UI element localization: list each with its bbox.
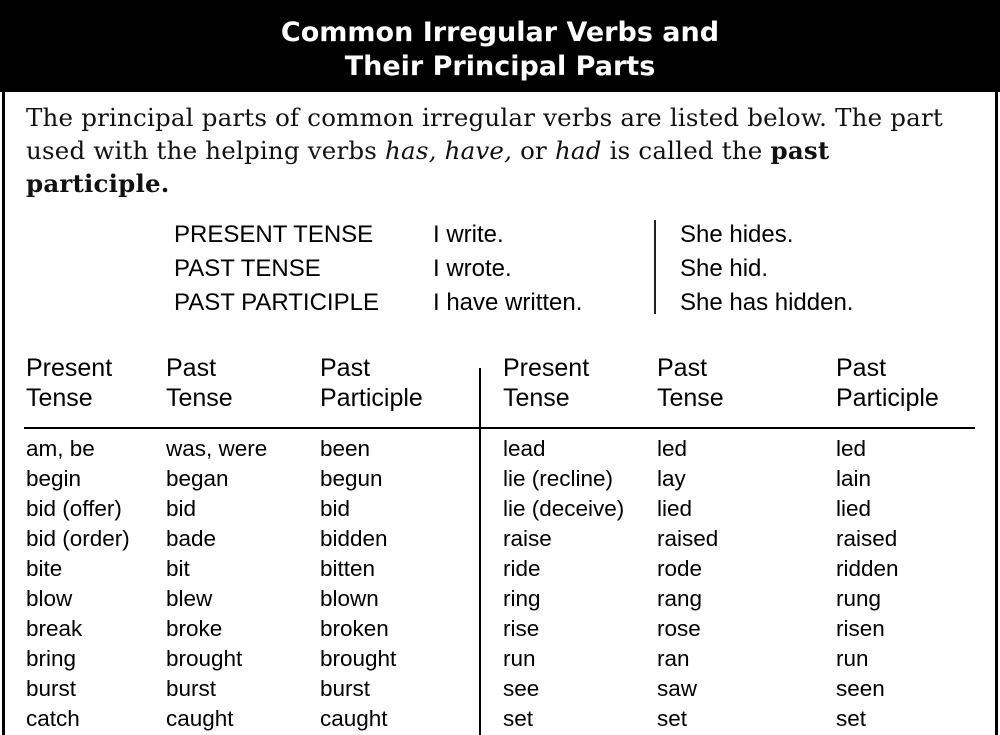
example-hide: She hides. [680,221,794,248]
example-write: I have written. [433,289,583,316]
intro-had: had [554,136,602,165]
table-cell: raised [836,526,898,551]
table-cell: raise [503,526,552,551]
column-header-line: Present [26,354,113,382]
intro-have: have, [444,136,513,165]
table-cell: lay [657,466,686,491]
column-header-line: Tense [503,384,570,412]
table-cell: ran [657,646,690,671]
table-cell: lie (recline) [503,466,614,491]
column-header-line: Past [166,354,217,382]
table-cell: ridden [836,556,899,581]
column-header-line: Past [320,354,371,382]
table-cell: led [836,436,867,461]
table-cell: bade [166,526,217,551]
intro-text-1: The principal parts of common irregular verbs are listed below. The part used with the helping verbs [26,103,943,165]
table-cell: burst [166,676,217,701]
table-cell: bring [26,646,77,671]
table-cell: lied [836,496,872,521]
column-header [503,353,589,413]
table-cell: begun [320,466,383,491]
column-header [320,353,423,413]
table-cell: lain [836,466,872,491]
table-cell: burst [26,676,77,701]
example-hide: She hid. [680,255,769,282]
table-cell: saw [657,676,698,701]
table-cell: was, were [166,436,268,461]
table-cell: rise [503,616,540,641]
table-cell: rose [657,616,701,641]
table-cell: been [320,436,371,461]
title-line-1: Common Irregular Verbs and [280,17,720,48]
table-cell: break [26,616,83,641]
table-cell: risen [836,616,885,641]
column-header-line: Past [657,354,708,382]
column-header-line: Past [836,354,887,382]
column-header [166,353,233,413]
column-header-line: Participle [320,384,423,412]
table-cell: bid (offer) [26,496,122,521]
table-cell: ring [503,586,541,611]
table-cell: brought [320,646,397,671]
table-cell: lie (deceive) [503,496,625,521]
example-divider [654,220,656,314]
intro-or: or [512,136,555,165]
column-header [836,353,939,413]
table-cell: bit [166,556,190,581]
intro-paragraph [26,101,976,200]
table-cell: rang [657,586,703,611]
column-header [657,353,724,413]
table-cell: bitten [320,556,376,581]
intro-bold-term: past participle. [26,136,830,198]
table-cell: rung [836,586,882,611]
example-label: PAST TENSE [174,255,321,282]
column-header [26,353,112,413]
table-cell: bid [320,496,351,521]
table-cell: lead [503,436,546,461]
table-cell: began [166,466,229,491]
table-cell: bite [26,556,63,581]
table-cell: catch [26,706,80,731]
table-cell: set [657,706,688,731]
table-cell: brought [166,646,243,671]
table-cell: bid (order) [26,526,130,551]
example-label: PRESENT TENSE [174,221,374,248]
table-cell: caught [320,706,388,731]
table-cell: raised [657,526,719,551]
table-cell: lied [657,496,693,521]
table-cell: burst [320,676,371,701]
intro-text-2: is called the [601,136,771,165]
column-header-line: Tense [166,384,233,412]
title-bar [0,0,1000,92]
table-cell: ride [503,556,541,581]
table-cell: set [836,706,867,731]
table-cell: rode [657,556,703,581]
table-cell: am, be [26,436,95,461]
table-cell: bidden [320,526,388,551]
table-cell: run [836,646,869,671]
example-write: I write. [433,221,504,248]
column-divider [479,368,481,735]
table-cell: led [657,436,688,461]
example-hide: She has hidden. [680,289,854,316]
table-cell: blew [166,586,213,611]
table-cell: run [503,646,536,671]
table-cell: blown [320,586,379,611]
table-cell: set [503,706,534,731]
intro-has: has, [385,136,437,165]
title-line-2: Their Principal Parts [344,51,656,82]
example-label: PAST PARTICIPLE [174,289,379,316]
table-cell: blow [26,586,73,611]
table-cell: broke [166,616,223,641]
column-header-line: Tense [26,384,93,412]
example-write: I wrote. [433,255,512,282]
column-header-line: Present [503,354,590,382]
table-cell: bid [166,496,197,521]
table-cell: seen [836,676,885,701]
column-header-line: Tense [657,384,724,412]
table-cell: begin [26,466,82,491]
column-header-line: Participle [836,384,939,412]
table-cell: broken [320,616,389,641]
table-cell: see [503,676,540,701]
table-cell: caught [166,706,234,731]
header-rule [24,427,975,429]
